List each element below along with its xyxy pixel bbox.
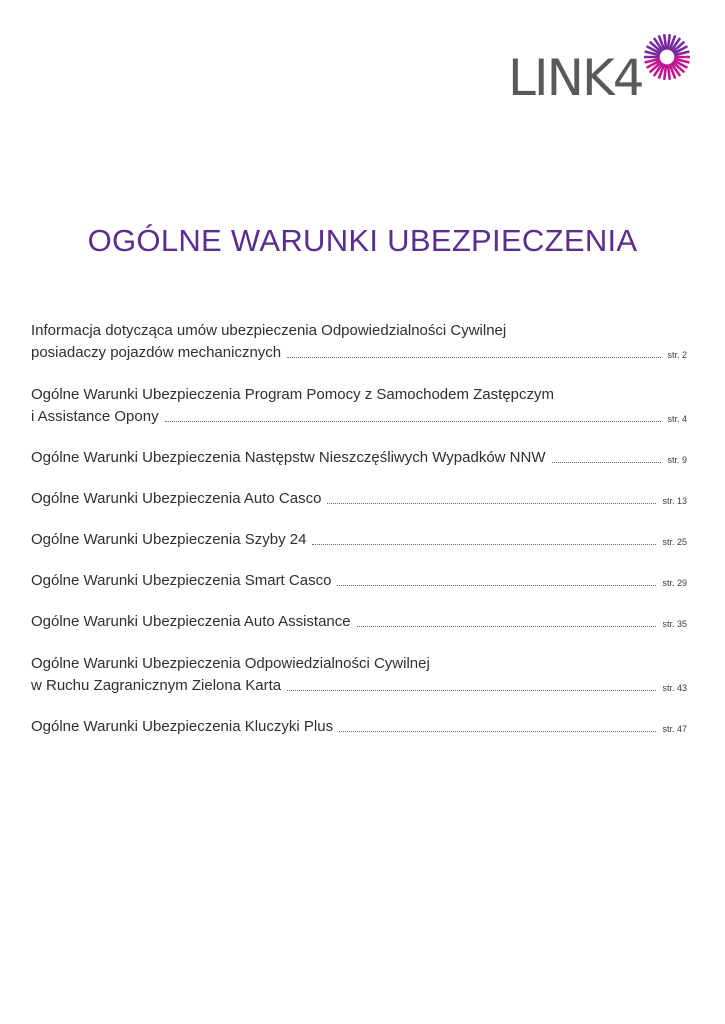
toc-entry-last-line [31,675,687,697]
toc-entry-last-line [31,611,687,633]
toc-entry-title: Ogólne Warunki Ubezpieczenia Auto Casco [31,490,322,507]
toc-page-number: str. 13 [662,496,687,506]
dot-leader [552,461,662,463]
starburst-logo-icon [644,34,690,80]
dot-leader [339,730,656,732]
toc-entry-title: Ogólne Warunki Ubezpieczenia Auto Assistance [31,613,351,630]
toc-entry-last-line [31,570,687,592]
dot-leader [287,356,661,358]
toc-page-number: str. 29 [662,578,687,588]
toc-entry-title: Ogólne Warunki Ubezpieczenia Smart Casco [31,572,332,589]
toc-entry-title: i Assistance Opony [31,408,159,425]
toc-entry-title-line: Informacja dotycząca umów ubezpieczenia Odpowiedzialności Cywilnej [31,322,507,339]
toc-entry-title: Ogólne Warunki Ubezpieczenia Następstw Nieszczęśliwych Wypadków NNW [31,449,546,466]
toc-entry-title-line: Ogólne Warunki Ubezpieczenia Program Pomocy z Samochodem Zastępczym [31,386,554,403]
toc-page-number: str. 43 [662,683,687,693]
toc-entry[interactable] [31,653,687,697]
toc-entry-title-line: Ogólne Warunki Ubezpieczenia Odpowiedzialności Cywilnej [31,655,430,672]
page-title: OGÓLNE WARUNKI UBEZPIECZENIA [87,223,638,258]
dot-leader [327,502,656,504]
toc-entry[interactable] [31,611,687,633]
toc-entry-last-line [31,488,687,510]
toc-page-number: str. 25 [662,537,687,547]
toc-entry-title: Ogólne Warunki Ubezpieczenia Kluczyki Plus [31,718,334,735]
table-of-contents [31,320,687,738]
toc-page-number: str. 35 [662,619,687,629]
dot-leader [337,584,656,586]
toc-page-number: str. 47 [662,724,687,734]
toc-entry[interactable] [31,570,687,592]
toc-page-number: str. 4 [667,414,687,424]
toc-entry[interactable] [31,716,687,738]
toc-entry[interactable] [31,529,687,551]
toc-entry-last-line [31,529,687,551]
toc-page-number: str. 9 [667,455,687,465]
toc-entry[interactable] [31,320,687,364]
dot-leader [287,689,656,691]
toc-entry[interactable] [31,447,687,469]
toc-entry-last-line [31,406,687,428]
toc-entry-title: posiadaczy pojazdów mechanicznych [31,344,282,361]
toc-entry-title: w Ruchu Zagranicznym Zielona Karta [31,677,282,694]
toc-entry-title: Ogólne Warunki Ubezpieczenia Szyby 24 [31,531,307,548]
toc-entry-last-line [31,342,687,364]
toc-entry[interactable] [31,384,687,428]
logo-wordmark: LINK4 [508,49,643,107]
toc-entry[interactable] [31,488,687,510]
link4-logo [508,34,693,106]
dot-leader [165,420,662,422]
dot-leader [312,543,656,545]
dot-leader [357,625,657,627]
toc-page-number: str. 2 [667,350,687,360]
toc-entry-last-line [31,716,687,738]
toc-entry-last-line [31,447,687,469]
